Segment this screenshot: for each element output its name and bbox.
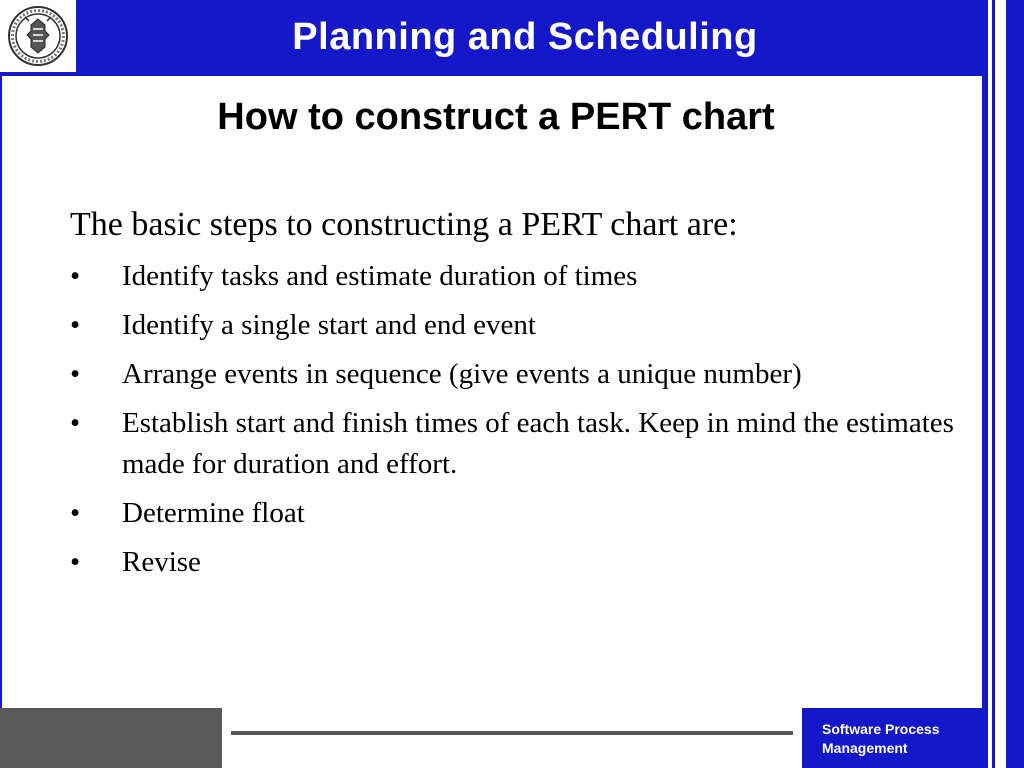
list-item: [70, 542, 970, 583]
left-border: [0, 74, 2, 708]
university-seal-icon: [7, 5, 69, 67]
list-item-text: Revise: [122, 546, 201, 578]
side-stripe: [982, 0, 988, 768]
bullet-icon: •: [70, 358, 81, 390]
bullet-icon: •: [70, 546, 81, 578]
list-item: [70, 403, 970, 485]
list-item-text: Arrange events in sequence (give events a unique number): [122, 358, 802, 390]
side-stripe: [992, 0, 995, 768]
list-item: [70, 493, 970, 534]
footer-rule: [231, 731, 793, 735]
list-item: [70, 354, 970, 395]
footer-label: Software Process Management: [822, 721, 940, 756]
bullet-icon: •: [70, 260, 81, 292]
logo: [0, 0, 78, 72]
list-item: [70, 305, 970, 346]
list-item: [70, 256, 970, 297]
bullet-list: [70, 256, 970, 591]
header-rule: [0, 74, 982, 76]
footer-label-box: [802, 708, 982, 768]
side-stripe: [1006, 0, 1024, 768]
list-item-text: Establish start and finish times of each task. Keep in mind the estimates made for duration and effort.: [122, 407, 954, 480]
footer-left-block: [0, 708, 222, 768]
bullet-icon: •: [70, 309, 81, 341]
list-item-text: Determine float: [122, 497, 305, 529]
list-item-text: Identify a single start and end event: [122, 309, 536, 341]
header-divider: [995, 0, 1006, 74]
bullet-icon: •: [70, 497, 81, 529]
slide-subtitle: How to construct a PERT chart: [217, 96, 775, 138]
bullet-icon: •: [70, 407, 81, 439]
list-item-text: Identify tasks and estimate duration of times: [122, 260, 638, 292]
header-title: Planning and Scheduling: [292, 16, 758, 58]
intro-text: The basic steps to constructing a PERT chart are:: [70, 206, 738, 243]
